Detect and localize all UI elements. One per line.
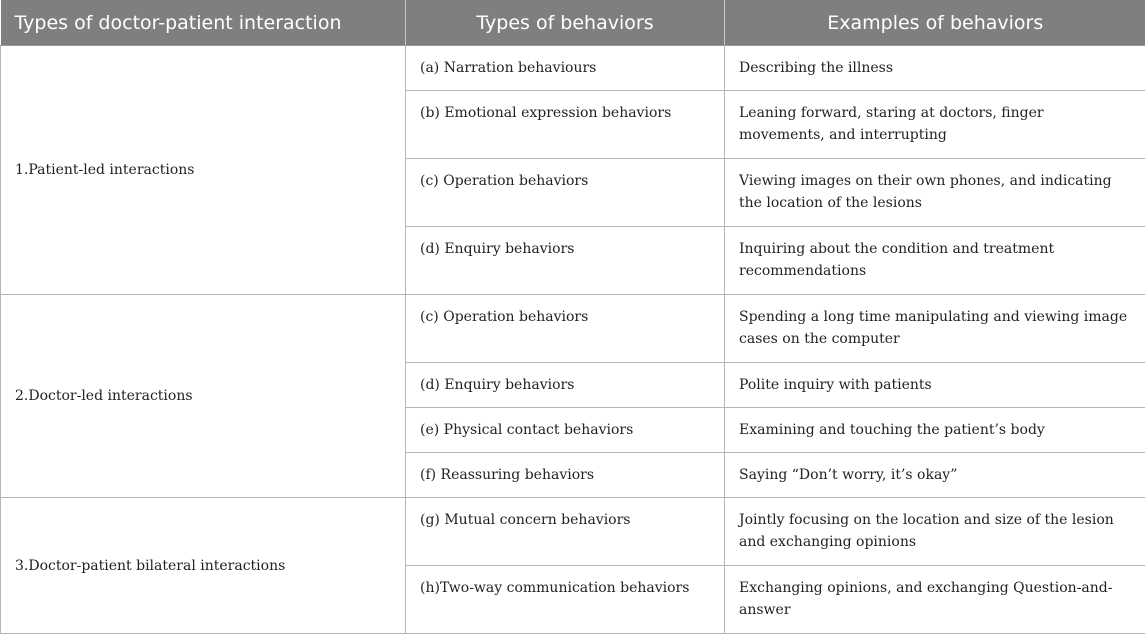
behavior-type-cell: (b) Emotional expression behaviors [406,91,725,159]
behavior-example-cell: Saying “Don’t worry, it’s okay” [725,453,1145,498]
table-body [1,46,1145,634]
behavior-example-cell: Spending a long time manipulating and viewing image cases on the computer [725,295,1145,363]
behavior-type-cell: (f) Reassuring behaviors [406,453,725,498]
behavior-type-cell: (a) Narration behaviours [406,46,725,91]
behavior-type-cell: (c) Operation behaviors [406,295,725,363]
behavior-example-cell: Polite inquiry with patients [725,363,1145,408]
behavior-type-cell: (g) Mutual concern behaviors [406,498,725,566]
table-row [1,295,1145,363]
behavior-type-cell: (e) Physical contact behaviors [406,408,725,453]
table-row [1,498,1145,566]
header-behavior-type: Types of behaviors [406,0,725,46]
header-behavior-examples: Examples of behaviors [725,0,1145,46]
table-header [1,0,1145,46]
table-row [1,46,1145,91]
group-label-bilateral: 3.Doctor-patient bilateral interactions [1,498,406,634]
header-interaction-type: Types of doctor-patient interaction [1,0,406,46]
behavior-type-cell: (c) Operation behaviors [406,159,725,227]
behavior-example-cell: Exchanging opinions, and exchanging Question-and-answer [725,566,1145,634]
behavior-example-cell: Leaning forward, staring at doctors, finger movements, and interrupting [725,91,1145,159]
behavior-example-cell: Viewing images on their own phones, and indicating the location of the lesions [725,159,1145,227]
behavior-example-cell: Examining and touching the patient’s body [725,408,1145,453]
behavior-example-cell: Describing the illness [725,46,1145,91]
group-label-doctor-led: 2.Doctor-led interactions [1,295,406,498]
header-row [1,0,1145,46]
behavior-type-cell: (d) Enquiry behaviors [406,363,725,408]
behavior-example-cell: Jointly focusing on the location and size of the lesion and exchanging opinions [725,498,1145,566]
behavior-example-cell: Inquiring about the condition and treatment recommendations [725,227,1145,295]
group-label-patient-led: 1.Patient-led interactions [1,46,406,295]
behavior-type-cell: (d) Enquiry behaviors [406,227,725,295]
behavior-type-cell: (h)Two-way communication behaviors [406,566,725,634]
